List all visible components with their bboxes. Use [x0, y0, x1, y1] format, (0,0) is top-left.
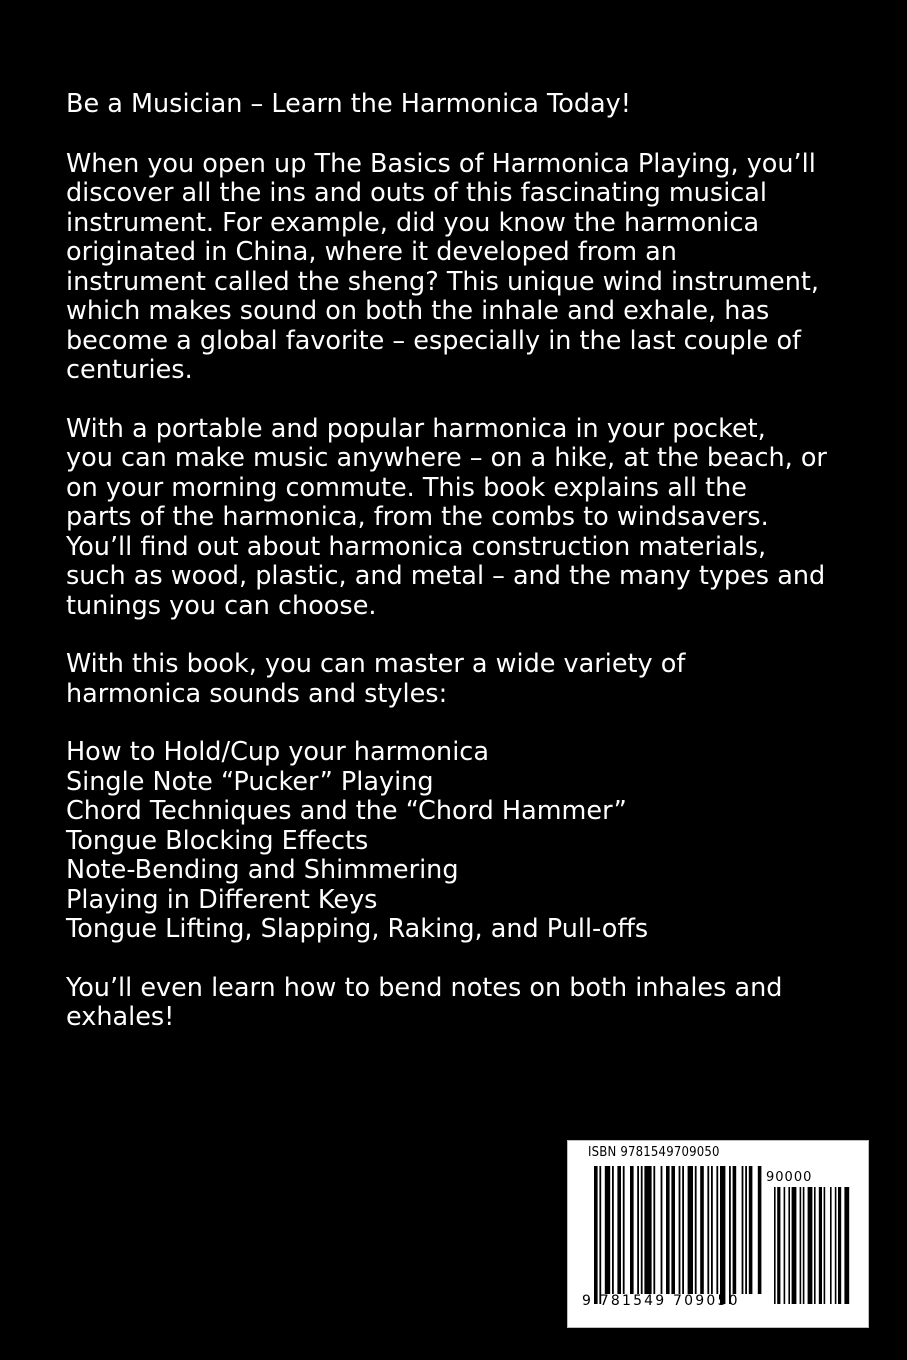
- barcode-bar: [720, 1166, 725, 1304]
- barcode-bar: [844, 1187, 849, 1304]
- barcode-bar: [661, 1166, 663, 1294]
- list-item: Single Note “Pucker” Playing: [66, 766, 434, 797]
- barcode-bar: [599, 1166, 601, 1304]
- barcode-bar: [749, 1166, 753, 1294]
- barcode-bar: [716, 1166, 718, 1294]
- barcode-bar: [803, 1187, 805, 1304]
- barcode-bar: [605, 1166, 610, 1294]
- barcode-bar: [617, 1166, 621, 1294]
- barcode-bar: [733, 1166, 737, 1294]
- barcode-bar: [700, 1166, 704, 1294]
- list-item: Tongue Blocking Effects: [66, 825, 369, 856]
- barcode-bar: [666, 1166, 670, 1294]
- barcode-bar: [637, 1166, 639, 1294]
- barcode-bar: [682, 1166, 684, 1294]
- barcode-bar: [711, 1166, 713, 1294]
- list-item: How to Hold/Cup your harmonica: [66, 737, 489, 767]
- barcode-bar: [742, 1166, 744, 1294]
- barcode-bar: [814, 1187, 816, 1304]
- barcode-bar: [729, 1166, 731, 1304]
- list-item: Note-Bending and Shimmering: [66, 855, 459, 885]
- techniques-list: [66, 738, 856, 945]
- barcode-bar: [758, 1166, 762, 1294]
- barcode-bar: [777, 1187, 780, 1304]
- barcode-bar: [784, 1187, 786, 1304]
- barcode-bar: [623, 1166, 625, 1294]
- barcode-bar: [641, 1166, 643, 1294]
- ean-number: 9 781549 709050: [582, 1293, 740, 1309]
- barcode-bar: [630, 1166, 634, 1294]
- barcode-bar: [671, 1166, 675, 1294]
- barcode-bar: [788, 1187, 790, 1304]
- barcode-bar: [808, 1187, 813, 1304]
- paragraph-master: With this book, you can master a wide variety of harmonica sounds and styles:: [66, 649, 686, 709]
- barcode-bar: [594, 1166, 598, 1304]
- headline: Be a Musician – Learn the Harmonica Today!: [66, 89, 631, 119]
- barcode-bar: [612, 1166, 614, 1294]
- barcode-bar: [792, 1187, 797, 1304]
- barcode-bar: [695, 1166, 697, 1294]
- description-text: [66, 90, 856, 1033]
- barcode-bar: [745, 1166, 747, 1294]
- barcode-bar: [774, 1187, 776, 1304]
- list-item: Chord Techniques and the “Chord Hammer”: [66, 796, 627, 826]
- barcode-bar: [707, 1166, 709, 1294]
- isbn-barcode-box: [567, 1140, 869, 1328]
- barcode-bar: [838, 1187, 841, 1304]
- barcode-bar: [800, 1187, 802, 1304]
- barcode-bar: [819, 1187, 822, 1304]
- price-addon-number: 90000: [766, 1170, 813, 1185]
- barcode-bar: [679, 1166, 681, 1294]
- closing-line: You’ll even learn how to bend notes on both inhales and exhales!: [66, 972, 783, 1032]
- list-item: Playing in Different Keys: [66, 884, 378, 915]
- paragraph-intro: When you open up The Basics of Harmonica Playing, you’ll discover all the ins and outs of this fascinating musical instrument. For example, did you know the harmonica originated in China, where it developed from an instrument called the sheng? This unique wind instrument, which makes sound on both the inhale and exhale, has become a global favorite – especially in the last couple of centuries.: [66, 148, 819, 385]
- barcode-bar: [653, 1166, 655, 1294]
- barcode-bar: [830, 1187, 832, 1304]
- isbn-label: ISBN 9781549709050: [588, 1145, 720, 1160]
- list-item: Tongue Lifting, Slapping, Raking, and Pull-offs: [66, 914, 649, 944]
- paragraph-portable: With a portable and popular harmonica in your pocket, you can make music anywhere – on a hike, at the beach, or on your morning commute. This book explains all the parts of the harmonica, from the combs to windsavers. You’ll find out about harmonica construction materials, such as wood, plastic, and metal – and the many types and tunings you can choose.: [66, 413, 827, 621]
- barcode-bar: [824, 1187, 826, 1304]
- barcode-bar: [835, 1187, 837, 1304]
- barcode-bar: [644, 1166, 651, 1294]
- barcode-bar: [688, 1166, 693, 1294]
